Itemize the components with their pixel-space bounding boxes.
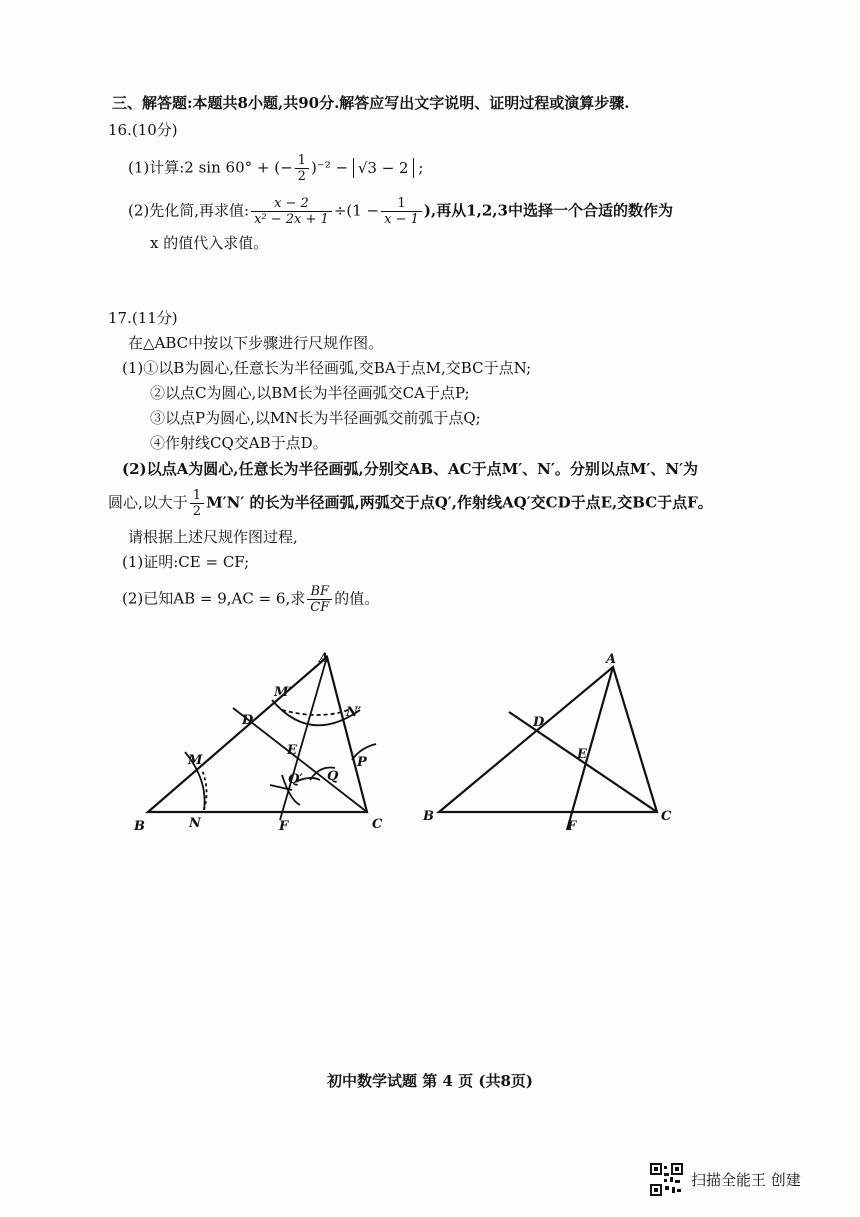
q16-part2-prefix: (2)先化简,再求值: (128, 201, 250, 220)
q16-part2-tail: ),再从1,2,3中选择一个合适的数作为 (423, 201, 673, 220)
frac-num: 1 (295, 153, 309, 169)
point-labels (133, 651, 383, 834)
label-b: B (134, 819, 145, 834)
q16-part1 (128, 153, 423, 184)
label-m-prime: M′ (274, 685, 292, 700)
label-a: A (319, 651, 330, 666)
q17-part2-prefix: (2)已知AB = 9,AC = 6,求 (122, 589, 306, 608)
triangle-abc-simple (439, 667, 657, 830)
q17-step6-tail: M′N′ 的长为半径画弧,两弧交于点Q′,作射线AQ′交CD于点E,交BC于点F。 (206, 493, 713, 512)
q17-step6-prefix: 圆心,以大于 (108, 493, 188, 512)
point-labels-right (422, 652, 672, 834)
q16-part1-prefix: (1)计算:2 sin 60° + (− (128, 158, 293, 177)
q16-number: 16.(10分) (108, 121, 178, 139)
q17-step6 (108, 488, 713, 519)
frac-num: 1 (381, 196, 422, 212)
label-e: E (577, 747, 587, 762)
fraction-1 (251, 196, 332, 227)
frac-num: 1 (190, 488, 204, 504)
q16-part2-div: ÷(1 − (333, 201, 380, 220)
q17-number: 17.(11分) (108, 309, 178, 327)
label-m: M (188, 753, 203, 768)
label-n-prime: N′ (346, 705, 362, 720)
frac-num: x − 2 (251, 196, 332, 212)
construction-figure-left (120, 640, 400, 840)
q17-step2: ②以点C为圆心,以BM长为半径画弧交CA于点P; (150, 384, 470, 402)
label-e: E (287, 743, 297, 758)
q17-prompt: 请根据上述尺规作图过程, (128, 528, 298, 546)
label-p: P (357, 755, 367, 770)
frac-den: 2 (297, 169, 306, 184)
construction-figure-right (415, 640, 685, 840)
triangle-abc (148, 657, 367, 812)
qr-code-icon (650, 1163, 683, 1196)
q16-part2-line2: x 的值代入求值。 (150, 234, 269, 252)
q17-part2-tail: 的值。 (334, 589, 380, 608)
scanner-text: 扫描全能王 创建 (691, 1171, 801, 1189)
q16-part1-exp: )⁻² − (310, 158, 349, 177)
abs-value: √3 − 2 (353, 158, 414, 178)
frac-den: x − 1 (384, 212, 419, 227)
bf-cf-fraction (307, 584, 332, 615)
frac-num: BF (307, 584, 332, 600)
section-header: 三、解答题:本题共8小题,共90分.解答应写出文字说明、证明过程或演算步骤. (112, 94, 630, 112)
q17-step4: ④作射线CQ交AB于点D。 (150, 434, 328, 452)
label-f: F (279, 819, 289, 834)
fraction-2 (381, 196, 422, 227)
scanner-watermark (650, 1163, 801, 1196)
label-d: D (242, 713, 254, 728)
page-footer: 初中数学试题 第 4 页 (共8页) (327, 1072, 533, 1090)
half-fraction (190, 488, 204, 519)
half-fraction (295, 153, 309, 184)
q17-step3: ③以点P为圆心,以MN长为半径画弧交前弧于点Q; (150, 409, 481, 427)
q17-step5: (2)以点A为圆心,任意长为半径画弧,分别交AB、AC于点M′、N′。分别以点M′、N′为 (122, 460, 699, 478)
label-b: B (423, 809, 434, 824)
q17-part2 (122, 584, 379, 615)
label-f: F (567, 819, 577, 834)
label-a: A (606, 652, 617, 667)
frac-den: 2 (192, 504, 202, 519)
frac-den: CF (310, 600, 330, 615)
q17-intro: 在△ABC中按以下步骤进行尺规作图。 (128, 334, 384, 352)
frac-den: x² − 2x + 1 (254, 212, 329, 227)
q16-part1-end: ; (418, 158, 424, 177)
label-q-prime: Q′ (288, 772, 303, 787)
label-d: D (533, 715, 545, 730)
q16-part2 (128, 196, 673, 227)
label-q: Q (327, 769, 339, 784)
label-c: C (661, 809, 672, 824)
q17-step1: (1)①以B为圆心,任意长为半径画弧,交BA于点M,交BC于点N; (122, 359, 532, 377)
label-n: N (189, 816, 201, 831)
q17-part1: (1)证明:CE = CF; (122, 553, 250, 571)
label-c: C (372, 817, 383, 832)
